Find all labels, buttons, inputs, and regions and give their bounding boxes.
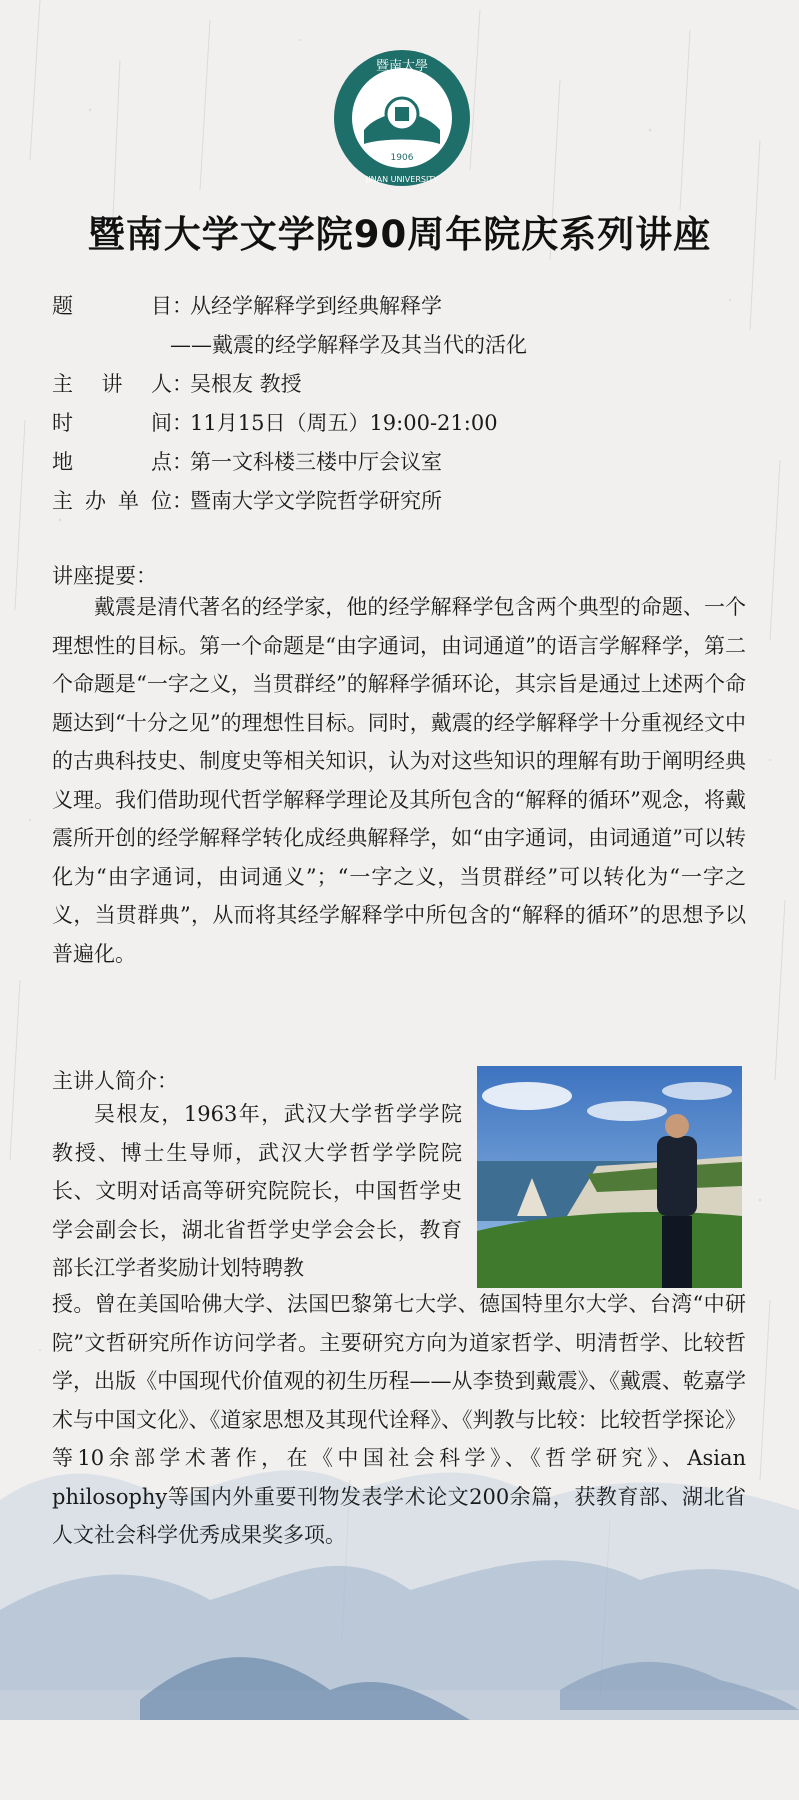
abstract-heading: 讲座提要： — [52, 564, 157, 588]
place-label: 地点 — [52, 450, 172, 474]
bio-heading: 主讲人简介： — [52, 1069, 178, 1093]
abstract-text: 戴震是清代著名的经学家，他的经学解释学包含两个典型的命题、一个理想性的目标。第一个命题是“由字通词，由词通道”的语言学解释学，第二个命题是“一字之义，当贯群经”的解释学循环论，其宗旨是通过上述两个命题达到“十分之见”的理想性目标。同时，戴震的经学解释学十分重视经文中的古典科技史、制度史等相关知识，认为对这些知识的理解有助于阐明经典义理。我们借助现代哲学解释学理论及其所包含的“解释的循环”观念，将戴震所开创的经学解释学转化成经典解释学，如“由字通词，由词通道”可以转化为“由字通词，由词通义”；“一字之义，当贯群经”可以转化为“一字之义，当贯群典”，从而将其经学解释学中所包含的“解释的循环”的思想予以普遍化。 — [52, 595, 746, 966]
place-text: 第一文科楼三楼中厅会议室 — [190, 450, 442, 474]
page-title: 暨南大学文学院90周年院庆系列讲座 — [87, 213, 712, 256]
topic-row: 题目：从经学解释学到经典解释学 — [52, 287, 527, 326]
speaker-photo — [477, 1066, 742, 1288]
speaker-text: 吴根友 教授 — [190, 372, 302, 396]
svg-text:暨南大學: 暨南大學 — [375, 59, 429, 74]
time-label: 时间 — [52, 411, 172, 435]
organizer-row: 主办单位：暨南大学文学院哲学研究所 — [52, 482, 527, 521]
svg-text:JINAN UNIVERSITY: JINAN UNIVERSITY — [365, 175, 439, 184]
svg-text:1906: 1906 — [390, 153, 414, 163]
bio-text-part1: 吴根友，1963年，武汉大学哲学学院教授、博士生导师，武汉大学哲学学院院长、文明对话高等研究院院长，中国哲学史学会副会长，湖北省哲学史学会会长，教育部长江学者奖励计划特聘教 — [52, 1102, 462, 1280]
topic-text: 从经学解释学到经典解释学 — [190, 294, 442, 318]
speaker-label: 主讲人 — [52, 372, 172, 396]
place-row: 地点：第一文科楼三楼中厅会议室 — [52, 443, 527, 482]
bio-text-part2: 授。曾在美国哈佛大学、法国巴黎第七大学、德国特里尔大学、台湾“中研院”文哲研究所作访问学者。主要研究方向为道家哲学、明清哲学、比较哲学，出版《中国现代价值观的初生历程——从李贽到戴震》、《戴震、乾嘉学术与中国文化》、《道家思想及其现代诠释》、《判教与比较：比较哲学探论》等10余部学术著作，在《中国社会科学》、《哲学研究》、Asian philosophy等国内外重要刊物发表学术论文200余篇，获教育部、湖北省人文社会科学优秀成果奖多项。 — [52, 1292, 746, 1547]
lecture-info — [52, 287, 527, 521]
jinan-university-seal-icon — [332, 48, 472, 188]
topic-label: 题目 — [52, 294, 172, 318]
time-text: 11月15日（周五）19:00-21:00 — [190, 411, 498, 435]
subtopic-row — [52, 326, 527, 365]
time-row: 时间：11月15日（周五）19:00-21:00 — [52, 404, 527, 443]
organizer-label: 主办单位 — [52, 489, 172, 513]
speaker-row: 主讲人：吴根友 教授 — [52, 365, 527, 404]
subtopic-text: ——戴震的经学解释学及其当代的活化 — [170, 333, 527, 357]
organizer-text: 暨南大学文学院哲学研究所 — [190, 489, 442, 513]
